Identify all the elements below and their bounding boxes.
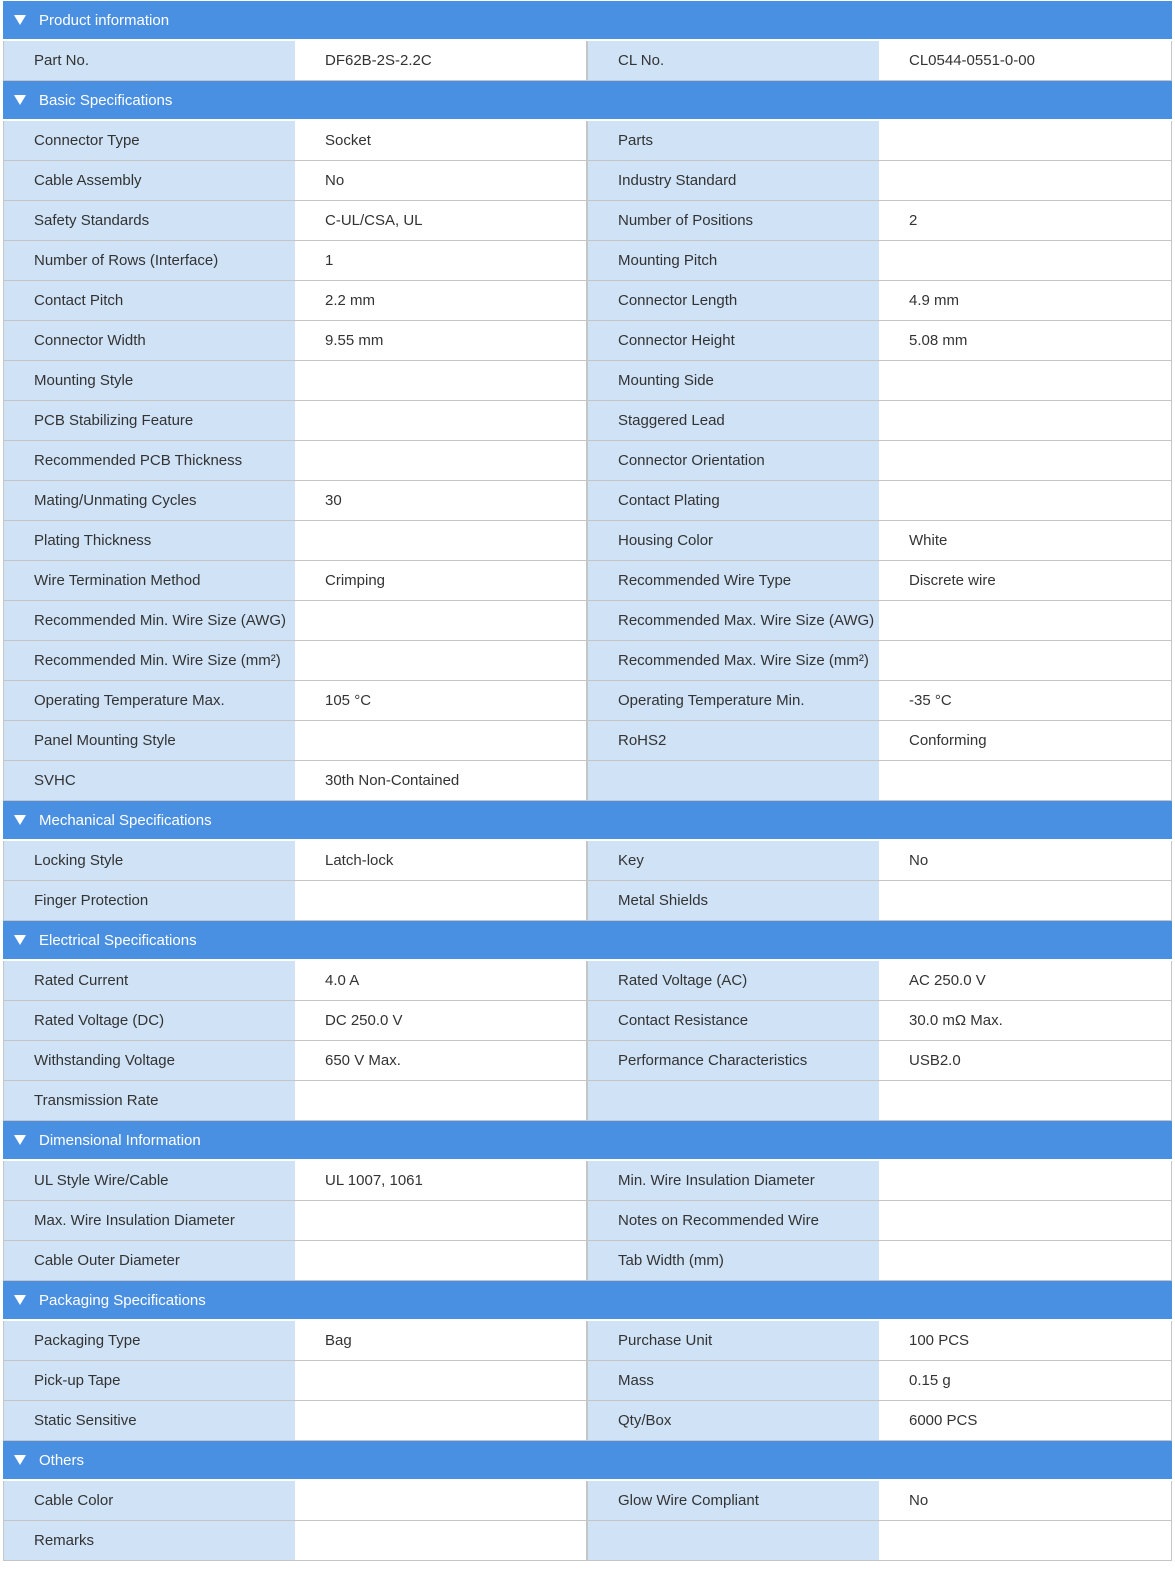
spec-label: Mounting Pitch (587, 241, 879, 280)
spec-label: Recommended Max. Wire Size (mm²) (587, 641, 879, 680)
spec-value: 9.55 mm (295, 321, 587, 360)
spec-value (295, 601, 587, 640)
spec-label: Pick-up Tape (3, 1361, 295, 1400)
spec-label: Locking Style (3, 841, 295, 880)
spec-row (3, 681, 1172, 721)
spec-row (3, 1401, 1172, 1441)
spec-value (879, 1201, 1172, 1240)
spec-row (3, 481, 1172, 521)
spec-value (295, 441, 587, 480)
spec-row (3, 201, 1172, 241)
triangle-down-icon (14, 15, 26, 25)
spec-label: Operating Temperature Min. (587, 681, 879, 720)
spec-value: 30 (295, 481, 587, 520)
spec-value: Bag (295, 1321, 587, 1360)
spec-label: Packaging Type (3, 1321, 295, 1360)
spec-row (3, 281, 1172, 321)
spec-value: 5.08 mm (879, 321, 1172, 360)
spec-value: 1 (295, 241, 587, 280)
spec-label: Recommended Max. Wire Size (AWG) (587, 601, 879, 640)
section-others (3, 1441, 1172, 1561)
spec-row (3, 881, 1172, 921)
spec-label: Withstanding Voltage (3, 1041, 295, 1080)
spec-value (295, 881, 587, 920)
spec-label: Recommended Min. Wire Size (AWG) (3, 601, 295, 640)
spec-value (879, 1241, 1172, 1280)
spec-label: Cable Assembly (3, 161, 295, 200)
spec-row (3, 1081, 1172, 1121)
section-header-others[interactable] (3, 1441, 1172, 1481)
spec-label: Rated Voltage (DC) (3, 1001, 295, 1040)
spec-value (879, 1081, 1172, 1120)
spec-value (295, 401, 587, 440)
spec-row (3, 721, 1172, 761)
spec-value: 100 PCS (879, 1321, 1172, 1360)
spec-label: Connector Length (587, 281, 879, 320)
spec-value: DC 250.0 V (295, 1001, 587, 1040)
spec-row (3, 1481, 1172, 1521)
spec-label: Connector Height (587, 321, 879, 360)
section-header-basic-specifications[interactable] (3, 81, 1172, 121)
spec-row (3, 521, 1172, 561)
spec-label: Qty/Box (587, 1401, 879, 1440)
spec-label: PCB Stabilizing Feature (3, 401, 295, 440)
spec-row (3, 41, 1172, 81)
spec-label: Housing Color (587, 521, 879, 560)
spec-value (879, 481, 1172, 520)
spec-table (3, 1, 1172, 1561)
spec-value: 0.15 g (879, 1361, 1172, 1400)
spec-label: Number of Positions (587, 201, 879, 240)
spec-value: 2.2 mm (295, 281, 587, 320)
spec-value (879, 121, 1172, 160)
spec-label (587, 761, 879, 800)
spec-row (3, 321, 1172, 361)
spec-row (3, 161, 1172, 201)
triangle-down-icon (14, 935, 26, 945)
spec-value: 650 V Max. (295, 1041, 587, 1080)
spec-row (3, 441, 1172, 481)
section-mechanical-specifications (3, 801, 1172, 921)
spec-value (879, 881, 1172, 920)
section-basic-specifications (3, 81, 1172, 801)
spec-label: Notes on Recommended Wire (587, 1201, 879, 1240)
spec-value (879, 361, 1172, 400)
spec-value (295, 1241, 587, 1280)
spec-row (3, 1241, 1172, 1281)
spec-label: Plating Thickness (3, 521, 295, 560)
spec-label: Rated Current (3, 961, 295, 1000)
spec-label: Rated Voltage (AC) (587, 961, 879, 1000)
spec-label: Connector Type (3, 121, 295, 160)
spec-label: Contact Pitch (3, 281, 295, 320)
section-header-packaging-specifications[interactable] (3, 1281, 1172, 1321)
spec-value: AC 250.0 V (879, 961, 1172, 1000)
spec-value (295, 521, 587, 560)
spec-row (3, 361, 1172, 401)
spec-value: 2 (879, 201, 1172, 240)
section-product-information (3, 1, 1172, 81)
spec-value: 4.9 mm (879, 281, 1172, 320)
spec-value (295, 1481, 587, 1520)
spec-row (3, 641, 1172, 681)
section-dimensional-information (3, 1121, 1172, 1281)
spec-value: White (879, 521, 1172, 560)
spec-value (879, 241, 1172, 280)
spec-row (3, 841, 1172, 881)
spec-row (3, 1201, 1172, 1241)
section-packaging-specifications (3, 1281, 1172, 1441)
section-title: Packaging Specifications (39, 1291, 206, 1309)
spec-label: Max. Wire Insulation Diameter (3, 1201, 295, 1240)
spec-label: Recommended PCB Thickness (3, 441, 295, 480)
spec-label: Mounting Side (587, 361, 879, 400)
spec-row (3, 561, 1172, 601)
spec-row (3, 761, 1172, 801)
section-header-mechanical-specifications[interactable] (3, 801, 1172, 841)
spec-label: Cable Outer Diameter (3, 1241, 295, 1280)
spec-value (295, 641, 587, 680)
spec-label: Static Sensitive (3, 1401, 295, 1440)
spec-value: No (879, 1481, 1172, 1520)
spec-value: CL0544-0551-0-00 (879, 41, 1172, 80)
spec-label: UL Style Wire/Cable (3, 1161, 295, 1200)
spec-label: RoHS2 (587, 721, 879, 760)
spec-value (295, 1081, 587, 1120)
spec-label: CL No. (587, 41, 879, 80)
spec-value: C-UL/CSA, UL (295, 201, 587, 240)
spec-row (3, 1161, 1172, 1201)
section-title: Electrical Specifications (39, 931, 197, 949)
spec-label: Key (587, 841, 879, 880)
spec-value: Crimping (295, 561, 587, 600)
spec-value (879, 641, 1172, 680)
spec-label: Recommended Min. Wire Size (mm²) (3, 641, 295, 680)
spec-value: -35 °C (879, 681, 1172, 720)
spec-value: Latch-lock (295, 841, 587, 880)
spec-label: Contact Plating (587, 481, 879, 520)
spec-row (3, 1361, 1172, 1401)
spec-value: No (879, 841, 1172, 880)
spec-value (295, 1361, 587, 1400)
spec-label: Recommended Wire Type (587, 561, 879, 600)
spec-value (879, 601, 1172, 640)
spec-label: Performance Characteristics (587, 1041, 879, 1080)
spec-value: No (295, 161, 587, 200)
section-electrical-specifications (3, 921, 1172, 1121)
spec-label: Operating Temperature Max. (3, 681, 295, 720)
spec-label: Contact Resistance (587, 1001, 879, 1040)
spec-label: Finger Protection (3, 881, 295, 920)
spec-label: Wire Termination Method (3, 561, 295, 600)
spec-row (3, 1041, 1172, 1081)
spec-label: Glow Wire Compliant (587, 1481, 879, 1520)
spec-value (879, 761, 1172, 800)
spec-row (3, 1521, 1172, 1561)
spec-label: Safety Standards (3, 201, 295, 240)
spec-value (295, 1401, 587, 1440)
spec-label: Cable Color (3, 1481, 295, 1520)
spec-row (3, 401, 1172, 441)
section-title: Mechanical Specifications (39, 811, 212, 829)
spec-label (587, 1521, 879, 1560)
spec-label: Remarks (3, 1521, 295, 1560)
spec-value (295, 721, 587, 760)
spec-row (3, 1321, 1172, 1361)
spec-label: Mating/Unmating Cycles (3, 481, 295, 520)
spec-value (879, 401, 1172, 440)
spec-label: Number of Rows (Interface) (3, 241, 295, 280)
spec-label: Parts (587, 121, 879, 160)
spec-label: Part No. (3, 41, 295, 80)
spec-value (879, 1521, 1172, 1560)
section-header-product-information[interactable] (3, 1, 1172, 41)
spec-value (879, 1161, 1172, 1200)
spec-value: 30.0 mΩ Max. (879, 1001, 1172, 1040)
spec-value (879, 441, 1172, 480)
spec-label: Connector Width (3, 321, 295, 360)
spec-label: SVHC (3, 761, 295, 800)
spec-value (295, 1521, 587, 1560)
spec-value: Discrete wire (879, 561, 1172, 600)
triangle-down-icon (14, 815, 26, 825)
spec-label: Min. Wire Insulation Diameter (587, 1161, 879, 1200)
section-title: Dimensional Information (39, 1131, 201, 1149)
spec-row (3, 961, 1172, 1001)
spec-value: DF62B-2S-2.2C (295, 41, 587, 80)
section-header-dimensional-information[interactable] (3, 1121, 1172, 1161)
spec-value: USB2.0 (879, 1041, 1172, 1080)
spec-label: Purchase Unit (587, 1321, 879, 1360)
spec-value: 30th Non-Contained (295, 761, 587, 800)
spec-value (879, 161, 1172, 200)
spec-row (3, 601, 1172, 641)
spec-row (3, 1001, 1172, 1041)
spec-value (295, 361, 587, 400)
spec-row (3, 121, 1172, 161)
spec-label: Staggered Lead (587, 401, 879, 440)
spec-value (295, 1201, 587, 1240)
spec-value: UL 1007, 1061 (295, 1161, 587, 1200)
triangle-down-icon (14, 1455, 26, 1465)
spec-label: Connector Orientation (587, 441, 879, 480)
section-title: Basic Specifications (39, 91, 173, 109)
spec-row (3, 241, 1172, 281)
section-header-electrical-specifications[interactable] (3, 921, 1172, 961)
spec-label: Metal Shields (587, 881, 879, 920)
spec-label: Industry Standard (587, 161, 879, 200)
triangle-down-icon (14, 95, 26, 105)
spec-value: 6000 PCS (879, 1401, 1172, 1440)
spec-label: Tab Width (mm) (587, 1241, 879, 1280)
spec-value: 4.0 A (295, 961, 587, 1000)
spec-value: Conforming (879, 721, 1172, 760)
spec-value: 105 °C (295, 681, 587, 720)
spec-value: Socket (295, 121, 587, 160)
triangle-down-icon (14, 1135, 26, 1145)
section-title: Others (39, 1451, 85, 1469)
spec-label: Mounting Style (3, 361, 295, 400)
spec-label: Mass (587, 1361, 879, 1400)
spec-label (587, 1081, 879, 1120)
section-title: Product information (39, 11, 170, 29)
triangle-down-icon (14, 1295, 26, 1305)
spec-label: Panel Mounting Style (3, 721, 295, 760)
spec-label: Transmission Rate (3, 1081, 295, 1120)
